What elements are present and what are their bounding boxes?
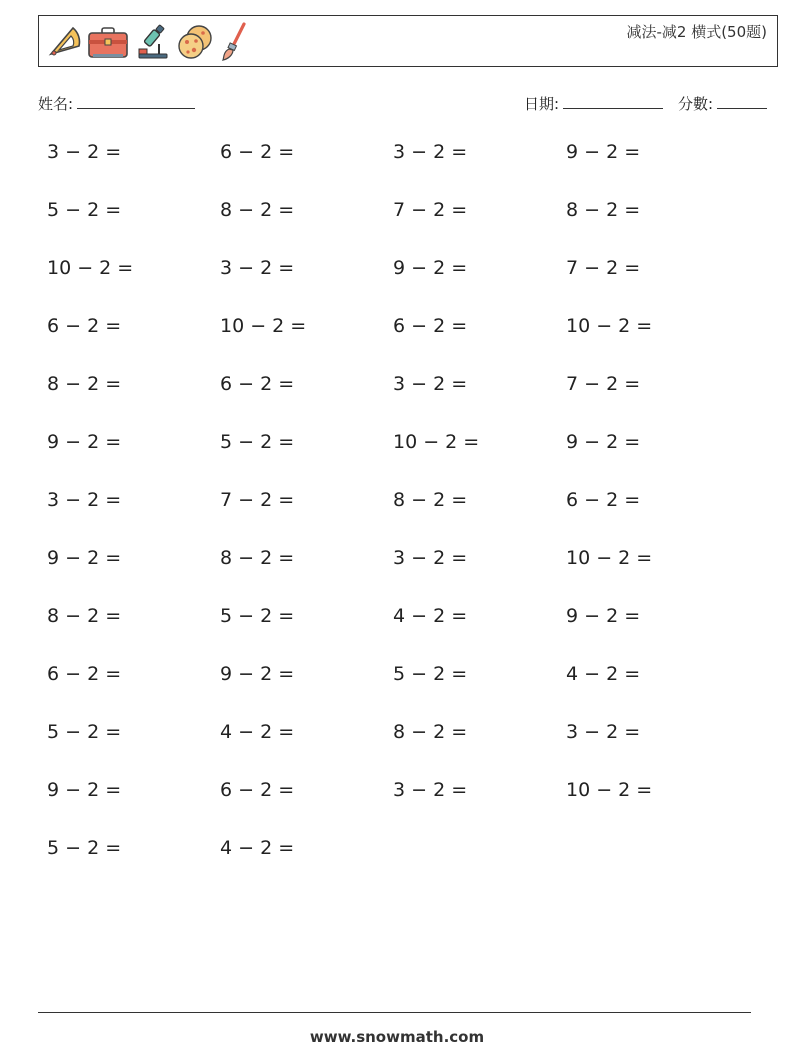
date-label: 日期: — [524, 95, 560, 113]
problem-item: 4 − 2 = — [220, 837, 295, 859]
problem-item: 10 − 2 = — [393, 431, 480, 453]
problem-item: 5 − 2 = — [220, 431, 295, 453]
problem-item: 3 − 2 = — [47, 489, 122, 511]
problem-item: 9 − 2 = — [566, 141, 641, 163]
problem-item: 6 − 2 = — [220, 141, 295, 163]
problem-item: 3 − 2 = — [47, 141, 122, 163]
worksheet-title: 减法-减2 横式(50题) — [626, 23, 767, 41]
problem-item: 10 − 2 = — [47, 257, 134, 279]
problem-item: 6 − 2 = — [220, 779, 295, 801]
problem-item: 4 − 2 = — [393, 605, 468, 627]
problem-item: 10 − 2 = — [566, 315, 653, 337]
problem-item: 6 − 2 = — [566, 489, 641, 511]
problem-item: 7 − 2 = — [220, 489, 295, 511]
problem-item: 6 − 2 = — [47, 315, 122, 337]
problem-item: 9 − 2 = — [47, 547, 122, 569]
problem-item: 6 − 2 = — [47, 663, 122, 685]
footer-url: www.snowmath.com — [309, 1028, 485, 1046]
problem-item: 10 − 2 = — [566, 547, 653, 569]
problem-item: 9 − 2 = — [393, 257, 468, 279]
microscope-icon — [135, 24, 171, 60]
problem-item: 7 − 2 = — [393, 199, 468, 221]
problem-item: 8 − 2 = — [566, 199, 641, 221]
problem-item: 4 − 2 = — [220, 721, 295, 743]
problem-item: 10 − 2 = — [220, 315, 307, 337]
problem-item: 3 − 2 = — [393, 547, 468, 569]
problem-item: 5 − 2 = — [220, 605, 295, 627]
footer-divider — [38, 1012, 751, 1013]
briefcase-icon — [87, 24, 129, 60]
problem-item: 9 − 2 = — [47, 779, 122, 801]
problem-item: 9 − 2 = — [220, 663, 295, 685]
problem-item: 8 − 2 = — [220, 199, 295, 221]
problem-item: 8 − 2 = — [220, 547, 295, 569]
problem-item: 5 − 2 = — [47, 199, 122, 221]
protractor-icon — [45, 24, 81, 60]
problem-item: 5 − 2 = — [47, 721, 122, 743]
score-field[interactable] — [678, 93, 767, 114]
problem-item: 3 − 2 = — [393, 373, 468, 395]
date-blank[interactable] — [563, 94, 663, 109]
problem-item: 6 − 2 = — [220, 373, 295, 395]
header-box — [38, 15, 778, 67]
problem-item: 8 − 2 = — [393, 721, 468, 743]
problem-item: 10 − 2 = — [566, 779, 653, 801]
problem-item: 8 − 2 = — [47, 373, 122, 395]
name-blank[interactable] — [77, 94, 195, 109]
score-label: 分數: — [678, 95, 714, 113]
paintbrush-icon — [219, 22, 249, 62]
problem-item: 3 − 2 = — [566, 721, 641, 743]
problem-item: 5 − 2 = — [47, 837, 122, 859]
date-field[interactable] — [524, 93, 663, 114]
problem-item: 7 − 2 = — [566, 257, 641, 279]
problem-item: 3 − 2 = — [393, 141, 468, 163]
problem-item: 6 − 2 = — [393, 315, 468, 337]
problem-item: 9 − 2 = — [566, 431, 641, 453]
problem-item: 7 − 2 = — [566, 373, 641, 395]
problem-item: 9 − 2 = — [47, 431, 122, 453]
name-label: 姓名: — [38, 95, 74, 113]
cookie-icon — [177, 24, 213, 60]
score-blank[interactable] — [717, 94, 767, 109]
problem-item: 8 − 2 = — [47, 605, 122, 627]
name-field[interactable] — [38, 93, 195, 114]
problem-item: 3 − 2 = — [220, 257, 295, 279]
problem-item: 9 − 2 = — [566, 605, 641, 627]
problem-item: 8 − 2 = — [393, 489, 468, 511]
problem-item: 3 − 2 = — [393, 779, 468, 801]
header-icons — [45, 20, 249, 64]
problem-item: 4 − 2 = — [566, 663, 641, 685]
problem-item: 5 − 2 = — [393, 663, 468, 685]
